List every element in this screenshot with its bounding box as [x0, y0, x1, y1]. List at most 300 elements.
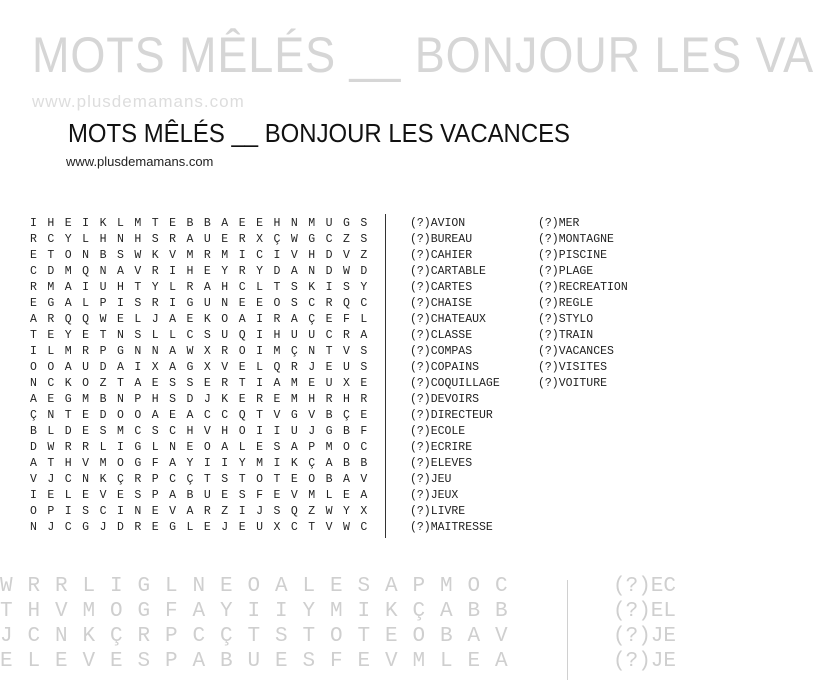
word-item: (?)COPAINS	[410, 361, 480, 374]
grid-letter: E	[55, 650, 68, 673]
grid-letter: H	[64, 457, 72, 470]
grid-letter: G	[64, 393, 72, 406]
grid-letter: I	[30, 489, 37, 502]
grid-letter: Y	[238, 457, 246, 470]
grid-letter: D	[273, 265, 281, 278]
grid-letter: Ç	[308, 313, 316, 326]
grid-letter: M	[308, 217, 316, 230]
grid-letter: M	[290, 377, 298, 390]
grid-letter: I	[30, 217, 37, 230]
grid-letter: W	[47, 441, 55, 454]
grid-letter: J	[256, 505, 263, 518]
grid-letter: Ç	[30, 409, 37, 422]
word-item: (?)LIVRE	[410, 505, 466, 518]
grid-letter: A	[290, 313, 298, 326]
grid-letter: U	[308, 329, 316, 342]
grid-letter: O	[273, 297, 281, 310]
grid-letter: A	[275, 575, 288, 598]
word-item: (?)CHATEAUX	[410, 313, 486, 326]
grid-letter: O	[238, 345, 246, 358]
grid-letter: E	[82, 425, 90, 438]
grid-letter: C	[192, 625, 206, 648]
grid-letter: E	[256, 441, 263, 454]
grid-letter: K	[64, 377, 72, 390]
background-word-item: (?)JE	[613, 650, 677, 673]
grid-letter: R	[27, 575, 41, 598]
grid-letter: C	[360, 297, 368, 310]
grid-letter: L	[82, 297, 90, 310]
grid-letter: T	[308, 521, 316, 534]
grid-letter: G	[47, 297, 55, 310]
grid-letter: A	[64, 361, 72, 374]
grid-letter: G	[134, 457, 142, 470]
grid-letter: R	[221, 345, 229, 358]
grid-letter: L	[82, 233, 90, 246]
grid-letter: C	[186, 329, 194, 342]
grid-letter: A	[116, 361, 124, 374]
grid-row	[30, 456, 378, 472]
grid-letter: E	[308, 377, 316, 390]
grid-letter: T	[116, 377, 124, 390]
grid-letter: I	[110, 575, 123, 598]
grid-letter: E	[238, 297, 246, 310]
grid-letter: D	[325, 265, 333, 278]
grid-letter: M	[82, 600, 96, 623]
grid-letter: N	[116, 329, 124, 342]
grid-letter: H	[116, 281, 124, 294]
grid-letter: Ç	[290, 345, 298, 358]
grid-letter: I	[221, 457, 229, 470]
grid-letter: N	[30, 377, 37, 390]
grid-letter: D	[325, 249, 333, 262]
grid-row	[30, 360, 378, 376]
grid-letter: Q	[343, 297, 350, 310]
grid-letter: C	[238, 281, 246, 294]
grid-letter: R	[186, 281, 194, 294]
grid-letter: T	[273, 473, 281, 486]
grid-letter: B	[220, 650, 233, 673]
grid-letter: G	[325, 425, 333, 438]
grid-letter: Ç	[273, 233, 281, 246]
grid-letter: E	[82, 409, 90, 422]
grid-letter: I	[169, 265, 177, 278]
grid-letter: T	[238, 473, 246, 486]
grid-letter: F	[151, 457, 159, 470]
grid-letter: L	[302, 575, 316, 598]
grid-letter: R	[64, 441, 72, 454]
word-item: (?)MAITRESSE	[410, 521, 493, 534]
grid-letter: I	[275, 600, 288, 623]
grid-letter: G	[186, 297, 194, 310]
grid-letter: N	[290, 217, 298, 230]
word-item: (?)PISCINE	[538, 249, 608, 262]
grid-letter: A	[186, 409, 194, 422]
grid-letter: D	[99, 409, 107, 422]
grid-letter: S	[221, 473, 229, 486]
grid-letter: R	[256, 393, 263, 406]
grid-letter: V	[308, 409, 316, 422]
word-item: (?)COMPAS	[410, 345, 473, 358]
grid-letter: I	[238, 249, 246, 262]
grid-letter: N	[30, 521, 37, 534]
grid-letter: L	[64, 489, 72, 502]
grid-letter: V	[343, 249, 350, 262]
grid-letter: Y	[220, 600, 233, 623]
word-item: (?)MONTAGNE	[538, 233, 614, 246]
grid-letter: V	[290, 249, 298, 262]
grid-letter: R	[273, 313, 281, 326]
grid-letter: M	[134, 217, 142, 230]
grid-letter: Q	[238, 329, 246, 342]
grid-letter: E	[221, 233, 229, 246]
grid-letter: E	[238, 393, 246, 406]
grid-letter: S	[134, 329, 142, 342]
grid-letter: N	[134, 505, 142, 518]
grid-letter: Y	[343, 505, 350, 518]
grid-letter: W	[290, 233, 298, 246]
grid-letter: Q	[82, 313, 90, 326]
grid-letter: G	[169, 521, 177, 534]
word-item: (?)ELEVES	[410, 457, 473, 470]
grid-letter: C	[47, 233, 55, 246]
grid-letter: T	[151, 217, 159, 230]
grid-letter: Ç	[308, 457, 316, 470]
grid-letter: L	[116, 217, 124, 230]
grid-letter: E	[203, 377, 211, 390]
grid-letter: H	[273, 217, 281, 230]
grid-letter: T	[47, 249, 55, 262]
grid-letter: N	[99, 265, 107, 278]
grid-letter: A	[64, 281, 72, 294]
grid-letter: C	[495, 575, 508, 598]
grid-letter: Z	[308, 505, 316, 518]
grid-letter: V	[385, 650, 398, 673]
grid-letter: B	[203, 217, 211, 230]
grid-letter: F	[165, 600, 178, 623]
word-item: (?)DIRECTEUR	[410, 409, 493, 422]
grid-letter: L	[256, 281, 263, 294]
grid-letter: X	[343, 377, 350, 390]
grid-letter: E	[220, 575, 233, 598]
grid-letter: A	[169, 345, 177, 358]
grid-letter: A	[30, 457, 37, 470]
grid-letter: B	[343, 457, 350, 470]
grid-letter: M	[273, 345, 281, 358]
grid-letter: J	[221, 521, 229, 534]
grid-letter: E	[256, 217, 263, 230]
grid-row	[30, 424, 378, 440]
grid-letter: G	[137, 600, 151, 623]
grid-letter: P	[151, 489, 159, 502]
grid-letter: N	[151, 345, 159, 358]
grid-letter: A	[192, 650, 206, 673]
grid-letter: R	[82, 345, 90, 358]
grid-letter: E	[151, 521, 159, 534]
grid-letter: M	[47, 281, 55, 294]
grid-letter: U	[256, 521, 263, 534]
grid-letter: B	[343, 425, 350, 438]
grid-letter: E	[467, 650, 481, 673]
grid-letter: F	[360, 425, 368, 438]
grid-letter: I	[273, 457, 281, 470]
grid-letter: R	[137, 625, 151, 648]
grid-letter: I	[273, 249, 281, 262]
grid-letter: C	[134, 425, 142, 438]
grid-letter: H	[27, 600, 41, 623]
grid-letter: M	[256, 457, 263, 470]
grid-letter: V	[290, 489, 298, 502]
grid-letter: T	[256, 409, 263, 422]
grid-letter: M	[290, 393, 298, 406]
grid-letter: J	[203, 393, 211, 406]
grid-letter: U	[325, 217, 333, 230]
word-item: (?)COQUILLAGE	[410, 377, 500, 390]
grid-letter: E	[203, 521, 211, 534]
grid-letter: S	[134, 489, 142, 502]
grid-letter: A	[221, 441, 229, 454]
grid-letter: S	[151, 233, 159, 246]
grid-letter: C	[169, 425, 177, 438]
grid-letter: T	[0, 600, 13, 623]
grid-letter: I	[82, 217, 90, 230]
grid-letter: V	[82, 457, 90, 470]
grid-letter: M	[186, 249, 194, 262]
grid-letter: B	[467, 600, 481, 623]
grid-letter: E	[238, 361, 246, 374]
grid-letter: E	[360, 377, 368, 390]
background-word-item: (?)JE	[613, 625, 677, 648]
grid-letter: I	[134, 361, 142, 374]
grid-letter: E	[238, 521, 246, 534]
grid-letter: A	[467, 625, 481, 648]
grid-letter: Q	[238, 409, 246, 422]
grid-letter: A	[30, 393, 37, 406]
grid-letter: W	[134, 249, 142, 262]
grid-letter: I	[357, 600, 371, 623]
grid-letter: N	[308, 265, 316, 278]
grid-letter: I	[64, 505, 72, 518]
grid-letter: Q	[82, 265, 90, 278]
grid-letter: D	[64, 425, 72, 438]
grid-letter: O	[256, 473, 263, 486]
grid-letter: A	[360, 329, 368, 342]
grid-letter: L	[169, 281, 177, 294]
grid-letter: W	[99, 313, 107, 326]
grid-letter: A	[440, 600, 453, 623]
grid-letter: M	[99, 457, 107, 470]
grid-letter: V	[134, 265, 142, 278]
grid-letter: L	[238, 441, 246, 454]
grid-letter: R	[151, 297, 159, 310]
grid-letter: U	[203, 233, 211, 246]
word-item: (?)RECREATION	[538, 281, 628, 294]
grid-letter: F	[330, 650, 343, 673]
grid-letter: A	[385, 575, 398, 598]
grid-letter: H	[273, 329, 281, 342]
grid-letter: J	[47, 473, 55, 486]
grid-letter: V	[169, 505, 177, 518]
grid-letter: E	[110, 650, 123, 673]
grid-letter: R	[238, 233, 246, 246]
grid-letter: D	[116, 521, 124, 534]
grid-letter: M	[308, 489, 316, 502]
grid-letter: Z	[343, 233, 350, 246]
grid-letter: V	[99, 489, 107, 502]
grid-letter: N	[192, 575, 206, 598]
grid-letter: Q	[290, 505, 298, 518]
grid-letter: Z	[99, 377, 107, 390]
grid-letter: M	[440, 575, 453, 598]
grid-letter: R	[221, 377, 229, 390]
grid-letter: E	[82, 329, 90, 342]
grid-letter: E	[360, 409, 368, 422]
word-item: (?)AVION	[410, 217, 466, 230]
grid-letter: K	[203, 313, 211, 326]
grid-letter: M	[330, 600, 343, 623]
word-item: (?)MER	[538, 217, 580, 230]
grid-letter: H	[308, 393, 316, 406]
grid-letter: E	[290, 473, 298, 486]
grid-letter: V	[343, 345, 350, 358]
grid-letter: E	[151, 377, 159, 390]
grid-letter: W	[343, 521, 350, 534]
grid-letter: P	[47, 505, 55, 518]
grid-letter: S	[343, 281, 350, 294]
grid-letter: T	[47, 457, 55, 470]
grid-letter: C	[64, 521, 72, 534]
grid-letter: L	[99, 441, 107, 454]
grid-letter: H	[343, 393, 350, 406]
word-item: (?)CAHIER	[410, 249, 473, 262]
grid-letter: E	[116, 313, 124, 326]
grid-letter: L	[82, 575, 96, 598]
grid-letter: O	[116, 409, 124, 422]
grid-row	[30, 376, 378, 392]
grid-letter: O	[30, 505, 37, 518]
grid-letter: P	[165, 650, 178, 673]
grid-letter: K	[221, 393, 229, 406]
grid-letter: A	[169, 313, 177, 326]
grid-letter: E	[82, 489, 90, 502]
grid-letter: C	[30, 265, 37, 278]
grid-letter: E	[64, 217, 72, 230]
grid-letter: S	[203, 329, 211, 342]
grid-letter: V	[82, 650, 96, 673]
grid-letter: T	[238, 377, 246, 390]
grid-letter: L	[151, 441, 159, 454]
grid-letter: E	[186, 441, 194, 454]
grid-letter: U	[343, 361, 350, 374]
grid-letter: Ç	[220, 625, 233, 648]
grid-letter: U	[82, 361, 90, 374]
grid-letter: R	[134, 473, 142, 486]
grid-letter: K	[82, 625, 96, 648]
grid-letter: A	[151, 409, 159, 422]
grid-letter: S	[290, 281, 298, 294]
grid-letter: W	[325, 505, 333, 518]
grid-letter: H	[186, 265, 194, 278]
grid-letter: E	[186, 313, 194, 326]
grid-letter: S	[273, 441, 281, 454]
grid-letter: A	[221, 217, 229, 230]
grid-letter: C	[325, 329, 333, 342]
grid-letter: G	[343, 217, 350, 230]
grid-letter: U	[203, 297, 211, 310]
grid-letter: E	[325, 361, 333, 374]
grid-letter: N	[308, 345, 316, 358]
grid-letter: Ç	[116, 473, 124, 486]
grid-letter: E	[169, 217, 177, 230]
grid-letter: U	[325, 377, 333, 390]
grid-letter: H	[151, 393, 159, 406]
grid-letter: E	[273, 393, 281, 406]
grid-letter: G	[137, 575, 151, 598]
grid-letter: N	[55, 625, 68, 648]
grid-letter: B	[325, 473, 333, 486]
grid-letter: J	[0, 625, 13, 648]
grid-letter: H	[99, 233, 107, 246]
grid-letter: A	[169, 489, 177, 502]
grid-letter: S	[360, 217, 368, 230]
grid-letter: L	[47, 345, 55, 358]
grid-letter: Q	[273, 361, 281, 374]
grid-letter: H	[221, 425, 229, 438]
grid-letter: L	[169, 329, 177, 342]
grid-letter: S	[186, 377, 194, 390]
grid-letter: S	[290, 297, 298, 310]
grid-letter: G	[134, 441, 142, 454]
grid-letter: C	[99, 505, 107, 518]
grid-letter: G	[82, 521, 90, 534]
grid-letter: S	[238, 489, 246, 502]
grid-letter: N	[116, 233, 124, 246]
grid-letter: G	[290, 409, 298, 422]
word-item: (?)PLAGE	[538, 265, 594, 278]
grid-letter: Y	[256, 265, 263, 278]
grid-letter: J	[99, 521, 107, 534]
grid-letter: J	[47, 521, 55, 534]
grid-letter: Y	[186, 457, 194, 470]
grid-letter: I	[30, 345, 37, 358]
grid-letter: P	[165, 625, 178, 648]
grid-letter: R	[360, 393, 368, 406]
grid-letter: B	[186, 217, 194, 230]
grid-letter: O	[134, 409, 142, 422]
grid-letter: B	[440, 625, 453, 648]
grid-letter: O	[467, 575, 481, 598]
grid-letter: A	[169, 457, 177, 470]
grid-letter: U	[99, 281, 107, 294]
grid-letter: M	[82, 393, 90, 406]
grid-letter: Ç	[186, 473, 194, 486]
grid-letter: C	[290, 521, 298, 534]
word-item: (?)CARTES	[410, 281, 473, 294]
grid-letter: C	[27, 625, 41, 648]
grid-letter: A	[192, 600, 206, 623]
grid-letter: M	[412, 650, 426, 673]
grid-letter: T	[247, 625, 261, 648]
grid-letter: T	[302, 625, 316, 648]
grid-letter: R	[169, 233, 177, 246]
grid-letter: A	[169, 361, 177, 374]
grid-letter: A	[238, 313, 246, 326]
grid-letter: K	[385, 600, 398, 623]
grid-letter: M	[221, 249, 229, 262]
grid-letter: A	[30, 313, 37, 326]
grid-letter: P	[308, 441, 316, 454]
grid-row	[30, 264, 378, 280]
grid-letter: O	[330, 625, 343, 648]
